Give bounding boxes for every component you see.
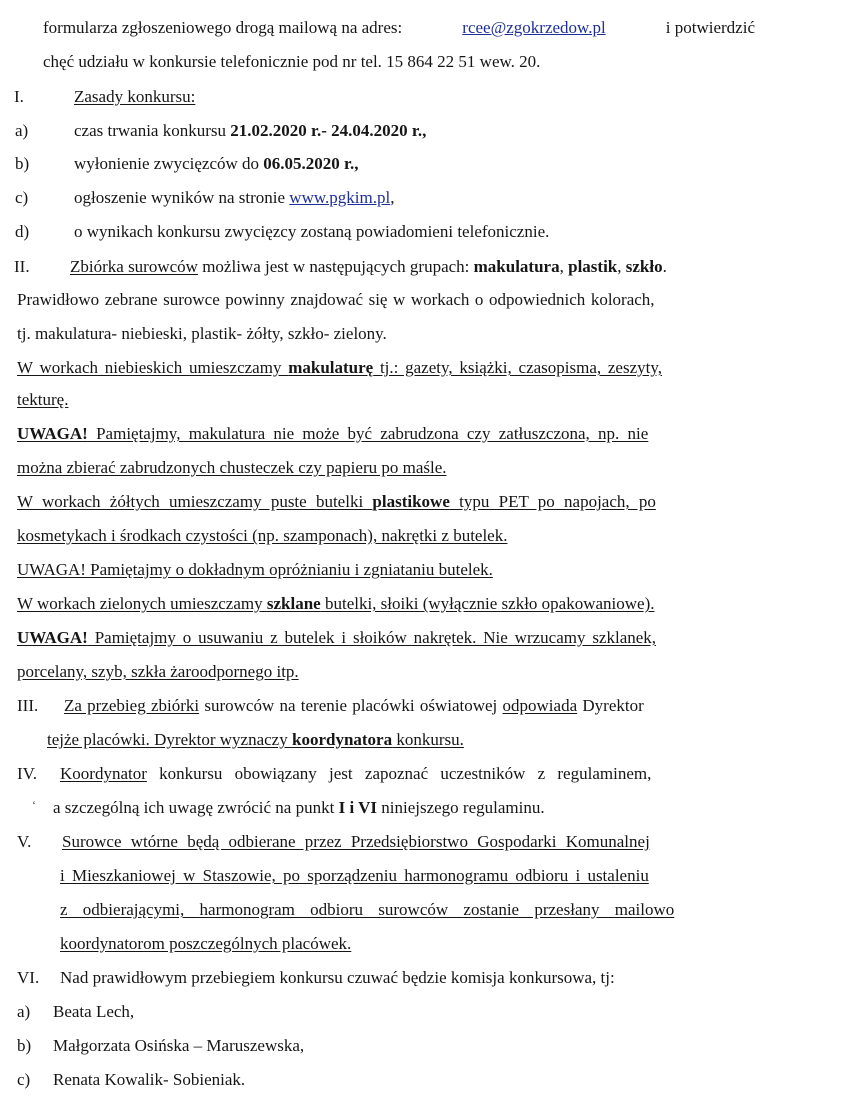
- warning-glass-line-2: porcelany, szyb, szkła żaroodpornego itp.: [17, 662, 299, 681]
- warning-paper-text: Pamiętajmy, makulatura nie może być zabrudzona czy zatłuszczona, np. nie: [87, 424, 649, 443]
- section-4-line-2: [53, 798, 545, 820]
- intro-text-b: i potwierdzić: [665, 18, 755, 37]
- section-4-text: konkursu obowiązany jest zapoznać uczestników z regulaminem,: [146, 764, 652, 783]
- section-4-line-2-text: a szczególną ich uwagę zwrócić na punkt: [53, 798, 339, 817]
- warning-glass-line: [17, 628, 656, 650]
- item-b-text: wyłonienie zwycięzców do: [74, 154, 264, 173]
- member-b-marker: b): [17, 1036, 32, 1055]
- section-1-title: Zasady konkursu:: [74, 87, 196, 106]
- responsible-word: odpowiada: [502, 696, 578, 715]
- member-a-marker: a): [17, 1002, 31, 1021]
- section-3-text: surowców na terenie placówki oświatowej: [199, 696, 503, 715]
- yellow-bags-line-2: kosmetykach i środkach czystości (np. szamponach), nakrętki z butelek.: [17, 526, 508, 545]
- collection-title: Zbiórka surowców: [70, 257, 198, 276]
- stray-mark: ʻ: [32, 798, 36, 812]
- warning-paper-line-2: można zbierać zabrudzonych chusteczek czy papieru po maśle.: [17, 458, 447, 477]
- member-a: Beata Lech,: [53, 1002, 135, 1021]
- green-bags-line: [17, 594, 655, 616]
- yellow-bags-items: typu PET po napojach, po: [449, 492, 656, 511]
- item-a-marker: a): [15, 121, 29, 140]
- section-6-number: VI.: [17, 968, 40, 987]
- email-link[interactable]: rcee@zgokrzedow.pl: [462, 18, 606, 37]
- member-b: Małgorzata Osińska – Maruszewska,: [53, 1036, 305, 1055]
- item-c: [74, 188, 394, 210]
- section-4-line-1: [60, 764, 651, 786]
- item-d-text: o wynikach konkursu zwycięzcy zostaną powiadomieni telefonicznie.: [74, 222, 550, 241]
- section-5-line-3: z odbierającymi, harmonogram odbioru surowców zostanie przesłany mailowo: [60, 900, 675, 919]
- item-b-marker: b): [15, 154, 30, 173]
- end-dot: .: [662, 257, 667, 276]
- item-c-text: ogłoszenie wyników na stronie: [74, 188, 290, 207]
- section-3-line-1: [64, 696, 644, 718]
- intro-line-2: chęć udziału w konkursie telefonicznie pod nr tel. 15 864 22 51 wew. 20.: [43, 52, 541, 71]
- website-link[interactable]: www.pgkim.pl: [289, 188, 391, 207]
- section-1-number: I.: [14, 87, 24, 106]
- plastic-word: plastikowe: [372, 492, 450, 511]
- green-bags-text: W workach zielonych umieszczamy: [17, 594, 267, 613]
- group-paper: makulatura: [473, 257, 560, 276]
- blue-bags-line-2: tekturę.: [17, 390, 69, 409]
- section-5-line-4: koordynatorom poszczególnych placówek.: [60, 934, 352, 953]
- group-glass: szkło: [625, 257, 663, 276]
- intro-text-a: formularza zgłoszeniowego drogą mailową na adres:: [43, 18, 403, 37]
- section-2-line-3: tj. makulatura- niebieski, plastik- żółty, szkło- zielony.: [17, 324, 387, 343]
- item-c-marker: c): [15, 188, 29, 207]
- warning-glass-text: Pamiętajmy o usuwaniu z butelek i słoików nakrętek. Nie wrzucamy szklanek,: [87, 628, 657, 647]
- responsibility-phrase: Za przebieg zbiórki: [64, 696, 200, 715]
- green-bags-items: butelki, słoiki (wyłącznie szkło opakowaniowe).: [320, 594, 655, 613]
- group-plastic: plastik: [568, 257, 618, 276]
- sep-2: ,: [617, 257, 626, 276]
- item-c-end: ,: [390, 188, 395, 207]
- section-2-number: II.: [14, 257, 30, 276]
- coordinator-word: koordynatora: [291, 730, 393, 749]
- section-2-line-1: [70, 257, 667, 279]
- section-2-line-2: [17, 290, 755, 312]
- item-a: [74, 121, 426, 143]
- item-d-marker: d): [15, 222, 30, 241]
- yellow-bags-line: [17, 492, 656, 514]
- section-4-line-2-end: niniejszego regulaminu.: [377, 798, 545, 817]
- director-word: Dyrektor: [577, 696, 644, 715]
- warning-label-2: UWAGA!: [17, 628, 88, 647]
- member-c: Renata Kowalik- Sobieniak.: [53, 1070, 246, 1089]
- warning-paper-line: [17, 424, 648, 446]
- sep-1: ,: [559, 257, 569, 276]
- section-3-line-2-text: tejże placówki. Dyrektor wyznaczy: [47, 730, 292, 749]
- paper-word: makulaturę: [288, 358, 374, 377]
- section-5-line-1: Surowce wtórne będą odbierane przez Przedsiębiorstwo Gospodarki Komunalnej: [62, 832, 650, 851]
- warning-bottles-line: UWAGA! Pamiętajmy o dokładnym opróżnianiu i zgniataniu butelek.: [17, 560, 493, 579]
- item-b: [74, 154, 359, 176]
- points-ref: I i VI: [338, 798, 378, 817]
- winners-date: 06.05.2020 r.,: [263, 154, 359, 173]
- section-2-line-2-text: Prawidłowo zebrane surowce powinny znajdować się w workach o odpowiednich kolorach,: [17, 290, 655, 309]
- yellow-bags-text: W workach żółtych umieszczamy puste butelki: [17, 492, 373, 511]
- warning-label-1: UWAGA!: [17, 424, 88, 443]
- section-6-line-1: Nad prawidłowym przebiegiem konkursu czuwać będzie komisja konkursowa, tj:: [60, 968, 615, 987]
- item-a-text: czas trwania konkursu: [74, 121, 231, 140]
- section-3-line-2: [47, 730, 464, 752]
- section-5-line-2: i Mieszkaniowej w Staszowie, po sporządzeniu harmonogramu odbioru i ustaleniu: [60, 866, 649, 885]
- section-5-number: V.: [17, 832, 32, 851]
- section-2-text: możliwa jest w następujących grupach:: [197, 257, 474, 276]
- intro-line-1: [43, 18, 755, 40]
- section-3-line-2-end: konkursu.: [392, 730, 464, 749]
- contest-dates: 21.02.2020 r.- 24.04.2020 r.,: [230, 121, 427, 140]
- blue-bags-line: [17, 358, 662, 380]
- section-4-number: IV.: [17, 764, 37, 783]
- blue-bags-items: tj.: gazety, książki, czasopisma, zeszyty,: [373, 358, 663, 377]
- glass-word: szklane: [266, 594, 321, 613]
- member-c-marker: c): [17, 1070, 31, 1089]
- coordinator-title: Koordynator: [60, 764, 147, 783]
- section-3-number: III.: [17, 696, 39, 715]
- blue-bags-text: W workach niebieskich umieszczamy: [17, 358, 289, 377]
